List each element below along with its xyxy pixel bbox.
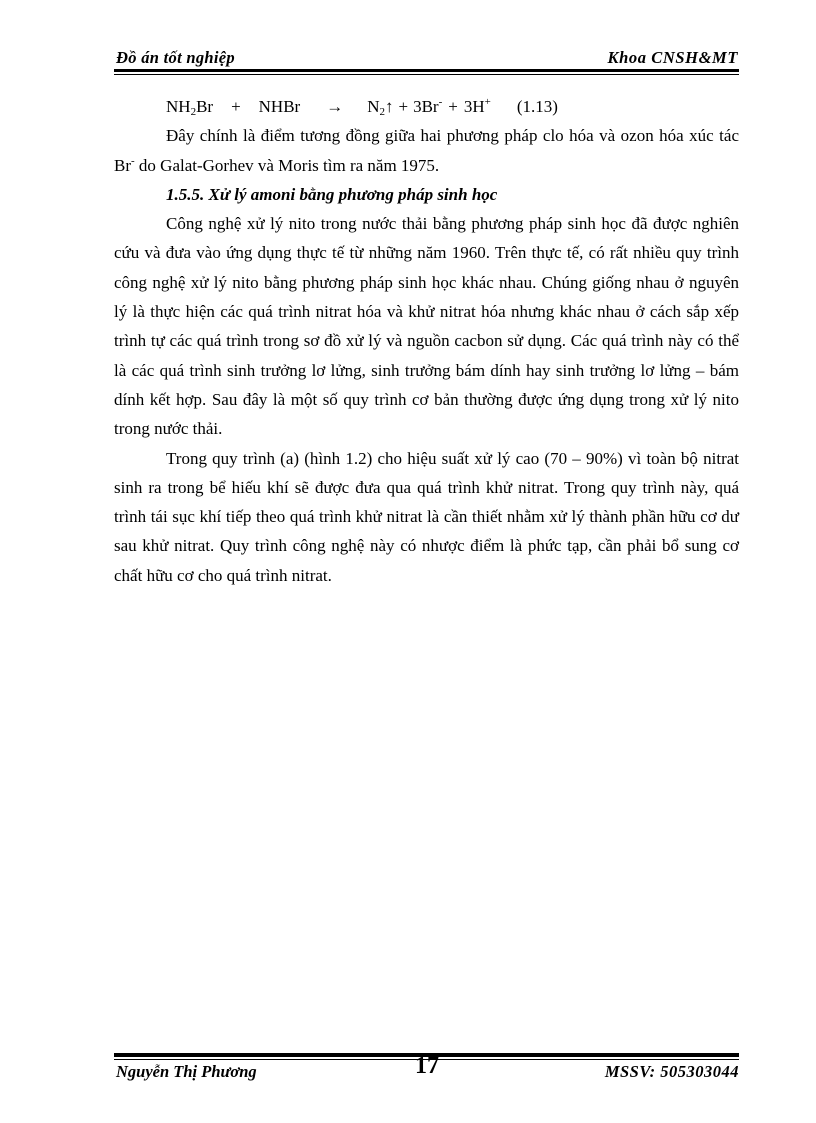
header-rule xyxy=(114,69,739,72)
chemical-equation xyxy=(166,92,739,121)
header-rule-thin xyxy=(114,74,739,75)
eq-reaction-arrow: → xyxy=(326,97,344,116)
eq-term-3h: 3H+ xyxy=(463,96,491,116)
eq-term-nhbr: NHBr xyxy=(258,97,301,116)
paragraph: Công nghệ xử lý nito trong nước thải bằng phương pháp sinh học đã được nghiên cứu và đưa vào ứng dụng thực tế từ những năm 1960. Trên thực tế, có rất nhiều quy trình công nghệ xử lý nito bằng phương pháp sinh học khác nhau. Chúng giống nhau ở nguyên lý là thực hiện các quá trình nitrat hóa và khử nitrat hóa nhưng khác nhau ở cách sắp xếp trình tự các quá trình trong sơ đồ xử lý và nguồn cacbon sử dụng. Các quá trình này có thể là các quá trình sinh trưởng lơ lửng, sinh trưởng bám dính hay sinh trưởng lơ lửng – bám dính kết hợp. Sau đây là một số quy trình cơ bản thường được ứng dụng trong xử lý nito trong nước thải. xyxy=(114,214,739,439)
paragraph: Trong quy trình (a) (hình 1.2) cho hiệu suất xử lý cao (70 – 90%) vì toàn bộ nitrat sinh ra trong bể hiếu khí sẽ được đưa qua quá trình khử nitrat. Trong quy trình này, quá trình tái sục khí tiếp theo quá trình khử nitrat là cần thiết nhằm xử lý thành phần hữu cơ dư sau khử nitrat. Quy trình công nghệ này có nhược điểm là phức tạp, cần phải bổ sung cơ chất hữu cơ cho quá trình nitrat. xyxy=(114,448,739,585)
eq-term-nh2br: $NH_2Br$ xyxy=(166,97,214,118)
header-thesis-title: Đồ án tốt nghiệp xyxy=(116,48,235,67)
page-footer xyxy=(114,1053,739,1083)
section-heading: 1.5.5. Xử lý amoni bằng phương pháp sinh học xyxy=(166,184,498,204)
eq-plus: + xyxy=(231,97,241,116)
paragraph: Đây chính là điểm tương đồng giữa hai phương pháp clo hóa và ozon hóa xúc tác Br- do Galat-Gorhev và Moris tìm ra năm 1975. xyxy=(114,126,739,175)
footer-author: Nguyễn Thị Phương xyxy=(116,1062,257,1081)
eq-gas-arrow: ↑ xyxy=(385,97,394,116)
page-body xyxy=(114,92,739,590)
page-number: 17 xyxy=(415,1053,439,1079)
eq-plus: + xyxy=(398,97,409,116)
footer-student-id: MSSV: 505303044 xyxy=(604,1062,739,1081)
equation-number: (1.13) xyxy=(516,97,558,116)
page-header xyxy=(114,48,738,70)
header-faculty: Khoa CNSH&MT xyxy=(607,48,738,67)
eq-term-3br: 3Br- xyxy=(413,96,443,116)
eq-term-n2: $N_2$ xyxy=(367,97,385,118)
eq-plus: + xyxy=(448,97,458,116)
